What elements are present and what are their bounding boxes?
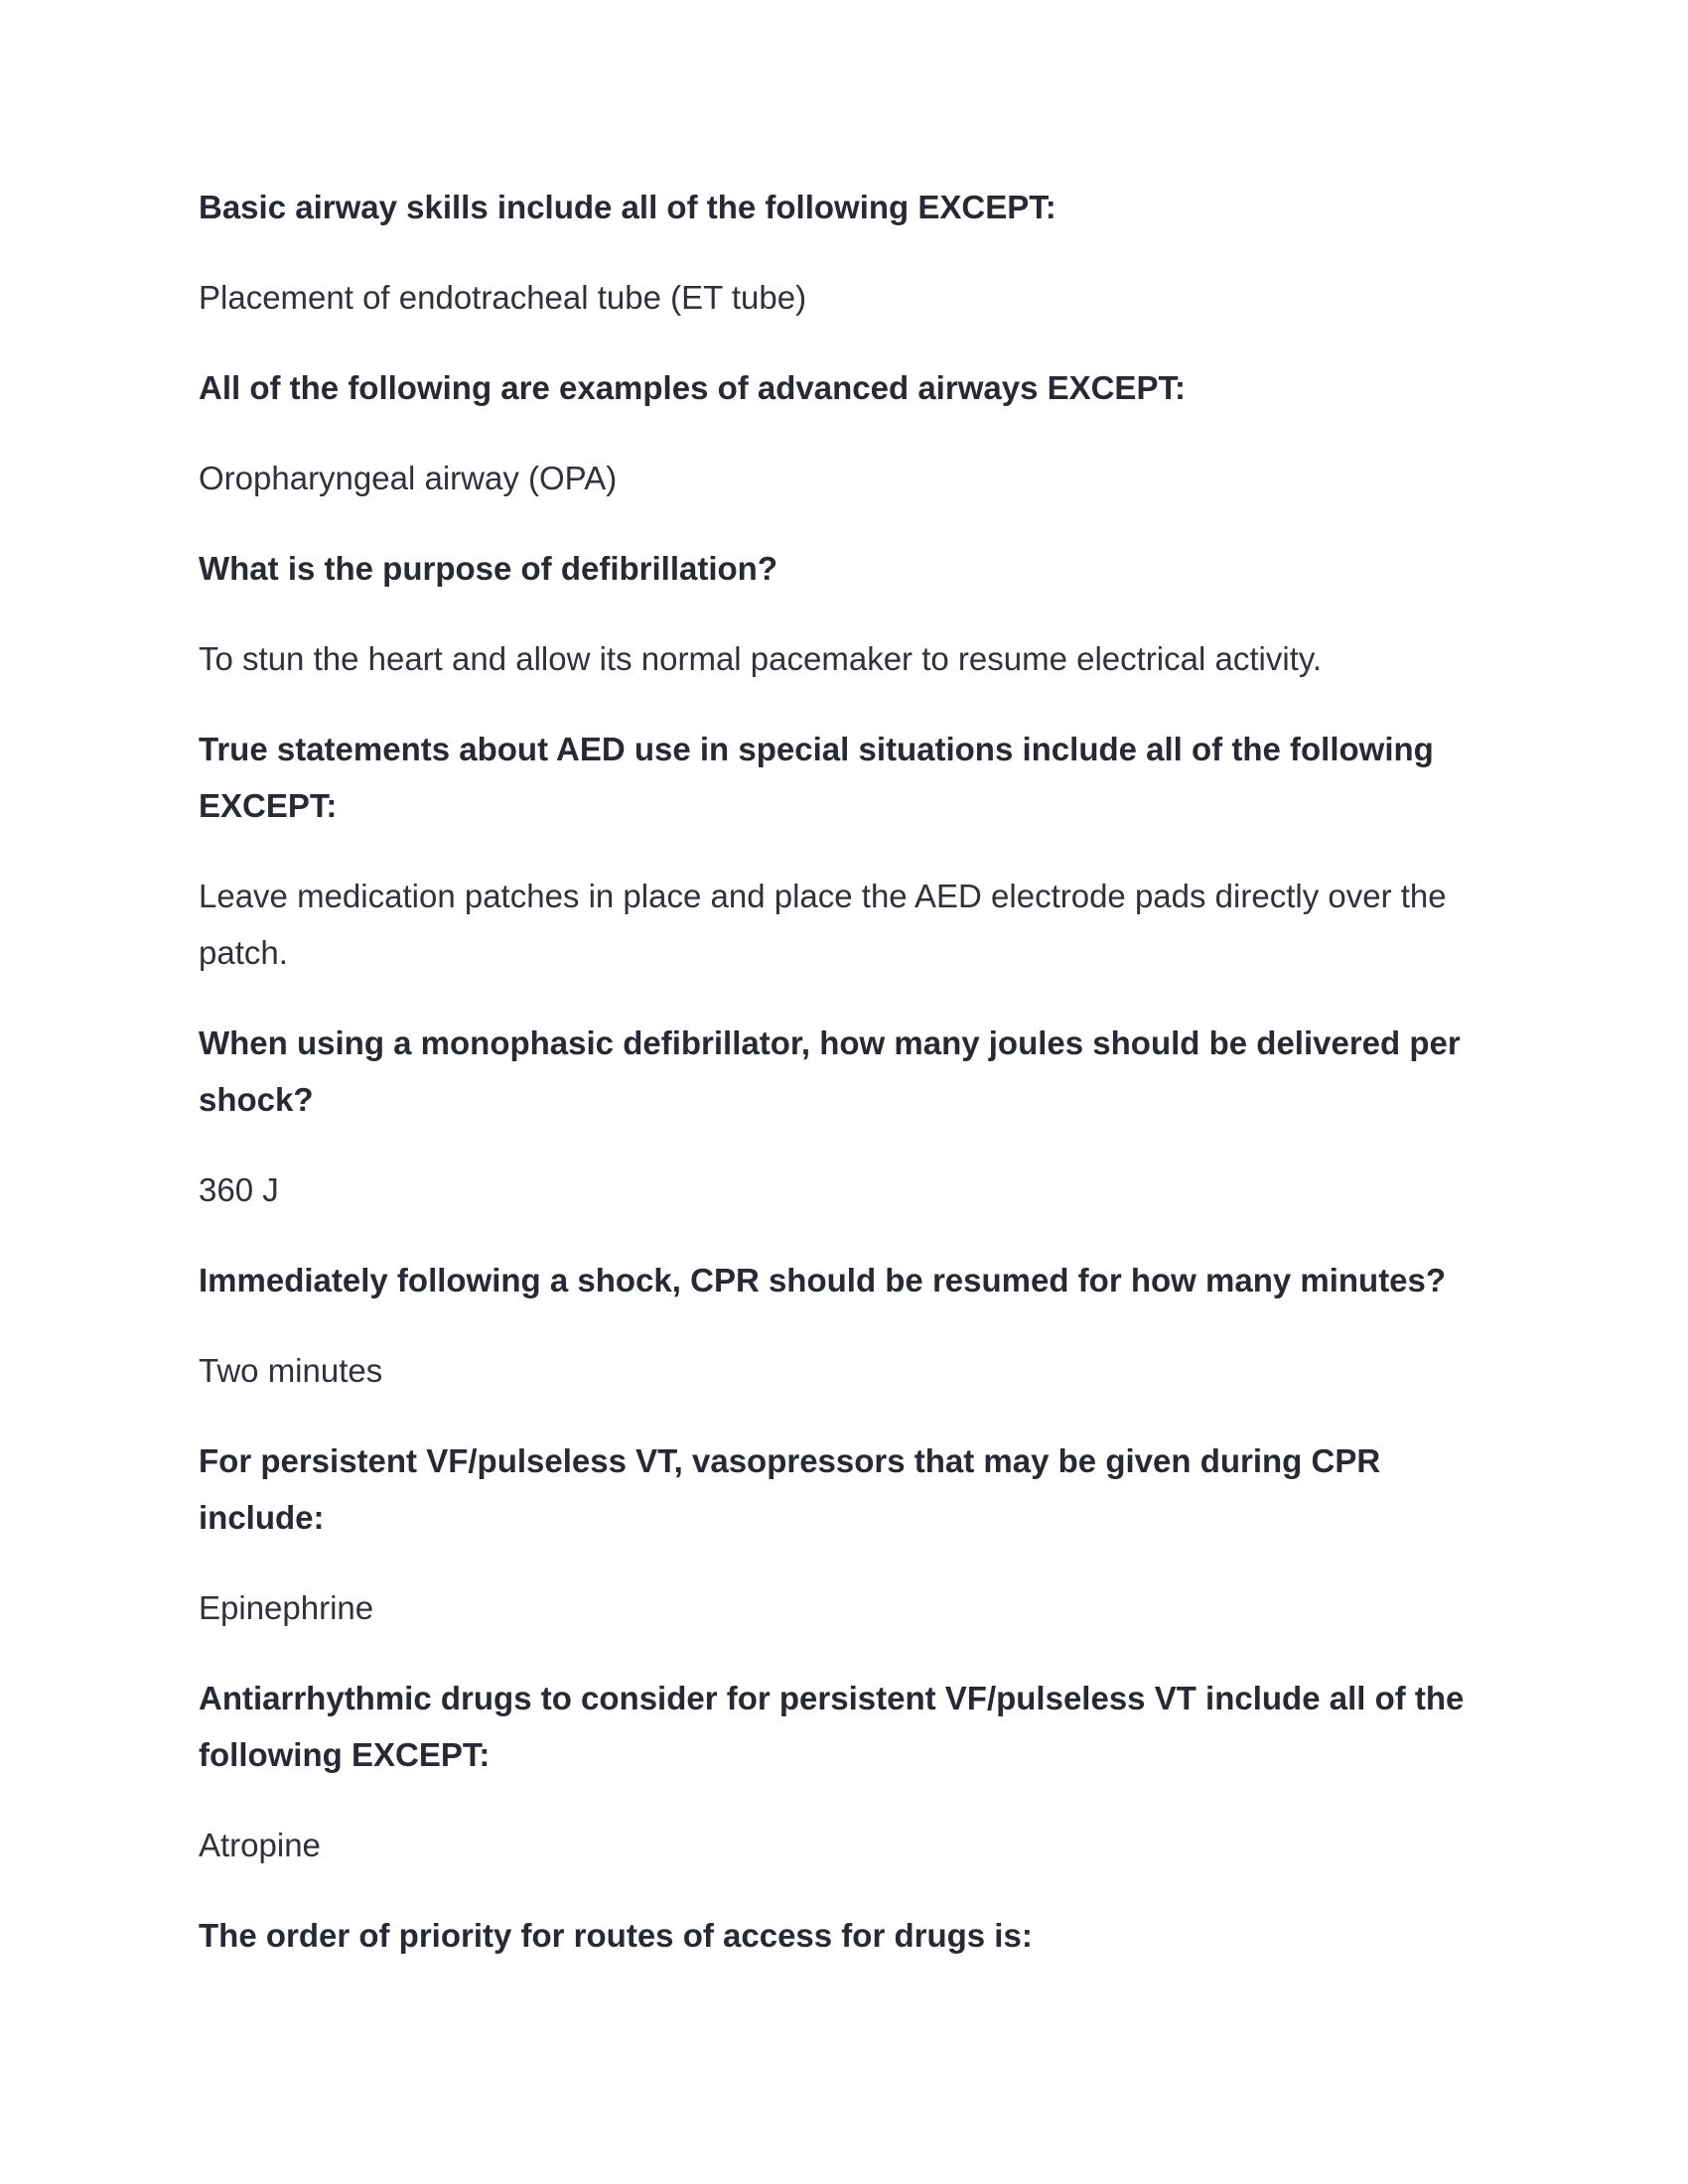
qa-content [199,179,1499,1997]
answer-text: Atropine [199,1827,321,1863]
question-text: What is the purpose of defibrillation? [199,550,777,587]
question-text: Basic airway skills include all of the following EXCEPT: [199,189,1056,225]
answer-text: 360 J [199,1171,279,1208]
question-text: When using a monophasic defibrillator, how many joules should be delivered per shock? [199,1024,1461,1118]
qa-item-8 [199,1670,1499,1873]
question-text: For persistent VF/pulseless VT, vasopressors that may be given during CPR include: [199,1442,1381,1536]
answer-text: Placement of endotracheal tube (ET tube) [199,279,807,316]
answer-text: Two minutes [199,1352,383,1389]
question-text: Immediately following a shock, CPR should be resumed for how many minutes? [199,1262,1447,1298]
answer-text: Leave medication patches in place and place the AED electrode pads directly over the patch. [199,878,1447,971]
qa-item-5 [199,1015,1499,1218]
qa-item-7 [199,1433,1499,1636]
answer-text: Epinephrine [199,1589,374,1626]
qa-item-3 [199,540,1499,687]
answer-text: Oropharyngeal airway (OPA) [199,460,618,496]
qa-item-4 [199,721,1499,981]
answer-text: To stun the heart and allow its normal pacemaker to resume electrical activity. [199,640,1323,677]
question-text: The order of priority for routes of access for drugs is: [199,1917,1033,1954]
question-text: All of the following are examples of advanced airways EXCEPT: [199,369,1186,406]
qa-item-1 [199,179,1499,326]
qa-item-6 [199,1252,1499,1399]
question-text: Antiarrhythmic drugs to consider for persistent VF/pulseless VT include all of the following EXCEPT: [199,1680,1465,1773]
qa-item-2 [199,359,1499,506]
question-text: True statements about AED use in special situations include all of the following EXCEPT: [199,731,1434,824]
qa-item-9 [199,1907,1499,1964]
